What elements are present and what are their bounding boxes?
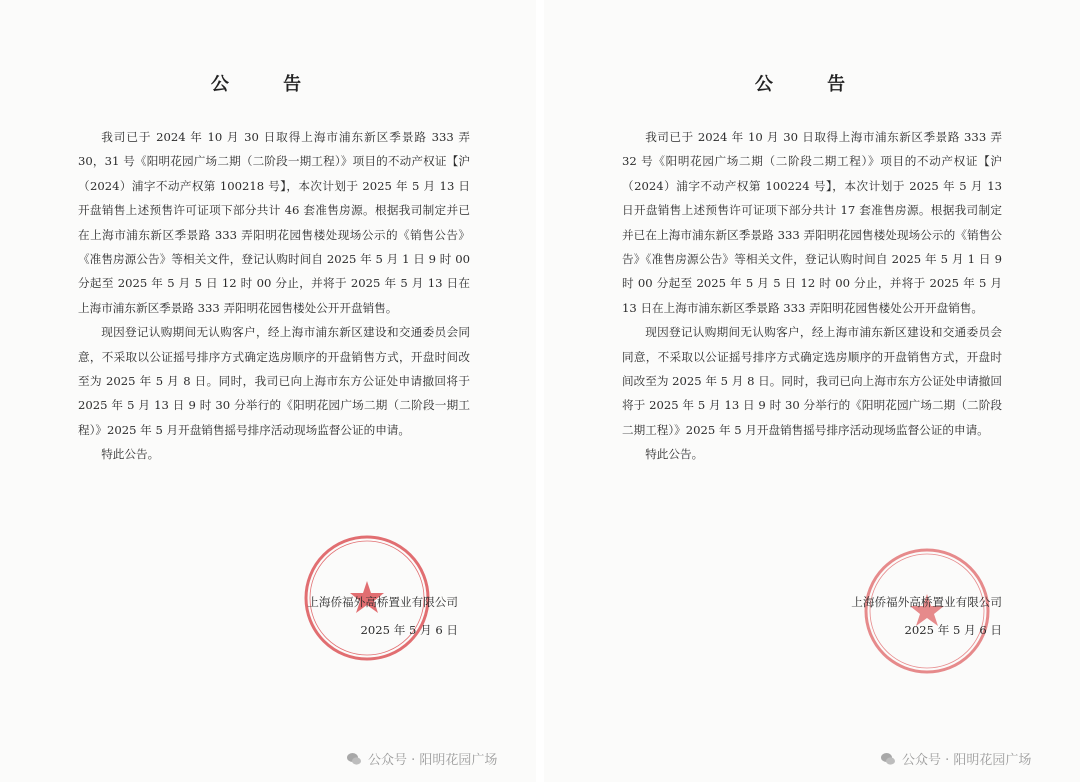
company-name: 上海侨福外高桥置业有限公司: [307, 595, 458, 609]
notice-paragraph: 现因登记认购期间无认购客户，经上海市浦东新区建设和交通委员会同意，不采取以公证摇号排序方式确定选房顺序的开盘销售方式，开盘时间改至为 2025 年 5 月 8 日。同时，我司已向上海市东方公证处申请撤回将于 2025 年 5 月 13 日 9 时 30 分举行的《阳明花园广场二期（二阶段一期工程）》2025 年 5 月开盘销售摇号排序活动现场监督公证的申请。: [78, 325, 470, 437]
wechat-icon: [880, 751, 896, 767]
wechat-icon: [346, 751, 362, 767]
company-name: 上海侨福外高桥置业有限公司: [851, 595, 1002, 609]
page-divider: [536, 0, 544, 782]
watermark-text: 公众号 · 阳明花园广场: [902, 753, 1032, 768]
notice-body: [78, 125, 470, 467]
notice-paragraph: 我司已于 2024 年 10 月 30 日取得上海市浦东新区季景路 333 弄 30，31 号《阳明花园广场二期（二阶段一期工程）》项目的不动产权证【沪（2024）浦字不动产权第 100218 号】，本次计划于 2025 年 5 月 13 日开盘销售上述预售许可证项下部分共计 46 套准售房源。根据我司制定并已在上海市浦东新区季景路 333 弄阳明花园售楼处现场公示的《销售公告》《准售房源公告》等相关文件，登记认购时间自 2025 年 5 月 1 日 9 时 00 分起至 2025 年 5 月 5 日 12 时 00 分止，并将于 2025 年 5 月 13 日在上海市浦东新区季景路 333 弄阳明花园售楼处公开开盘销售。: [78, 130, 470, 315]
notice-page-right: [544, 0, 1080, 782]
notice-closing: 特此公告。: [101, 447, 160, 462]
company-seal: [862, 546, 992, 676]
notice-paragraph: 我司已于 2024 年 10 月 30 日取得上海市浦东新区季景路 333 弄 32 号《阳明花园广场二期（二阶段二期工程）》项目的不动产权证【沪（2024）浦字不动产权第 100224 号】，本次计划于 2025 年 5 月 13 日开盘销售上述预售许可证项下部分共计 17 套准售房源。根据我司制定并已在上海市浦东新区季景路 333 弄阳明花园售楼处现场公示的《销售公告》《准售房源公告》等相关文件，登记认购时间自 2025 年 5 月 1 日 9 时 00 分起至 2025 年 5 月 5 日 12 时 00 分止，并将于 2025 年 5 月 13 日在上海市浦东新区季景路 333 弄阳明花园售楼处公开开盘销售。: [622, 130, 1002, 315]
notice-title: 公 告: [210, 74, 326, 95]
notice-date: 2025 年 5 月 6 日: [904, 623, 1002, 637]
notice-title: 公 告: [754, 74, 870, 95]
watermark-text: 公众号 · 阳明花园广场: [368, 753, 498, 768]
notice-closing: 特此公告。: [645, 447, 704, 462]
notice-date: 2025 年 5 月 6 日: [360, 623, 458, 637]
watermark: [346, 749, 497, 768]
notice-page-left: [0, 0, 536, 782]
notice-body: [622, 125, 1002, 467]
watermark: [880, 749, 1031, 768]
notice-paragraph: 现因登记认购期间无认购客户，经上海市浦东新区建设和交通委员会同意，不采取以公证摇号排序方式确定选房顺序的开盘销售方式，开盘时间改至为 2025 年 5 月 8 日。同时，我司已向上海市东方公证处申请撤回将于 2025 年 5 月 13 日 9 时 30 分举行的《阳明花园广场二期（二阶段二期工程）》2025 年 5 月开盘销售摇号排序活动现场监督公证的申请。: [622, 325, 1002, 437]
